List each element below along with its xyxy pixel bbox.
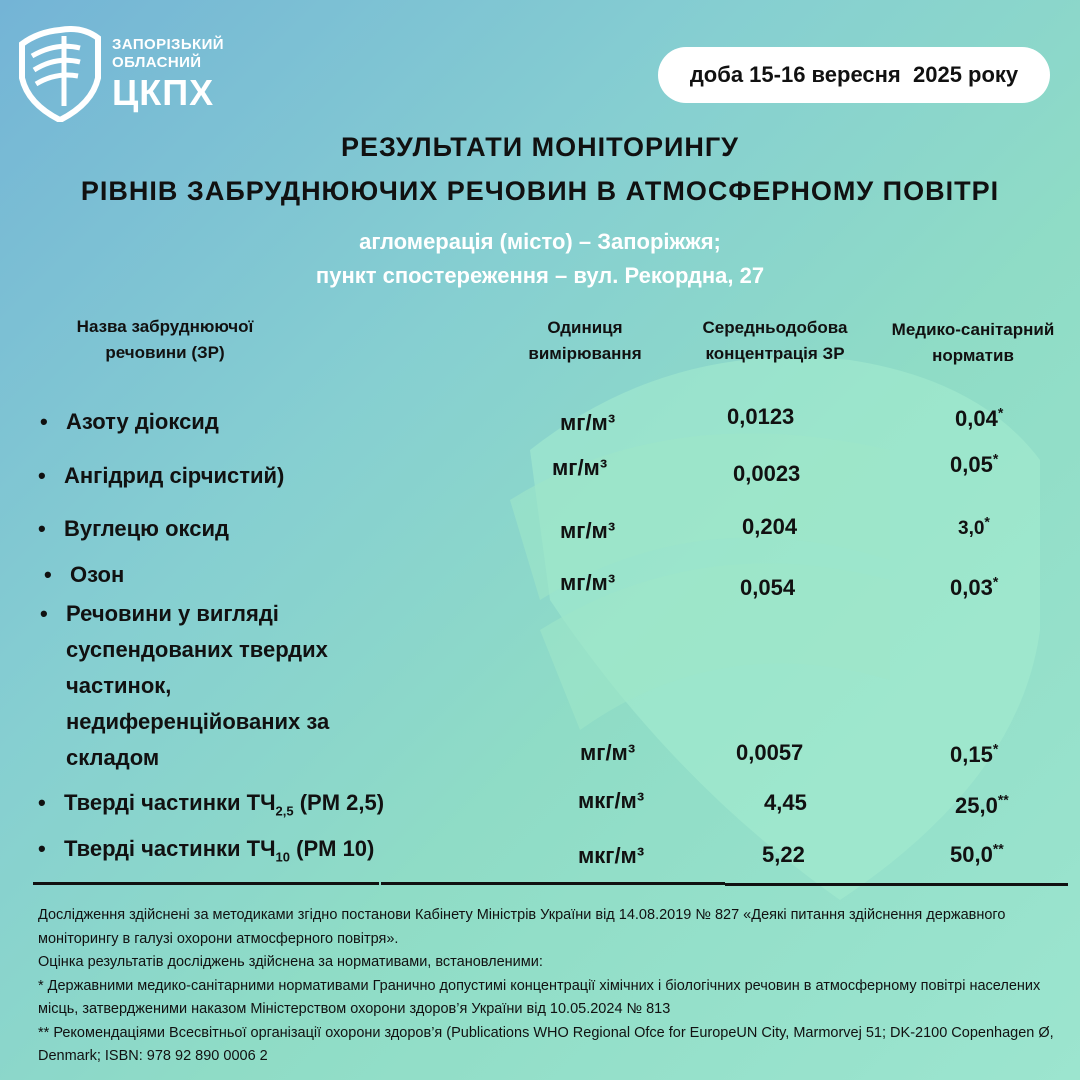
header-substance: Назва забруднюючої речовини (ЗР) (76, 317, 254, 362)
table-row-name: • Вуглецю оксид (38, 516, 229, 541)
organization-name (112, 36, 224, 114)
table-row-value: 4,45 (764, 790, 807, 815)
footnotes (38, 904, 1068, 1069)
table-row-norm: 0,15* (950, 740, 999, 767)
table-row-value: 0,0123 (727, 404, 795, 429)
table-row-name: • Озон (44, 562, 125, 587)
table-row-unit: мг/м³ (560, 570, 616, 595)
footnote-double-star: ** Рекомендаціями Всесвітньої організації охорони здоров’я (Publications WHO Regional Ofce for EuropeUN City, Marmorvej 51; DK-2100 Copenhagen Ø, Denmark; ISBN: 978 92 890 0006 2 (38, 1024, 1054, 1064)
shield-watermark-icon (420, 300, 1060, 920)
table-row-name: • Тверді частинки $ТЧ_{10}$ (PM 10) (38, 836, 375, 865)
footnote-evaluation: Оцінка результатів досліджень здійснена за нормативами, встановленими: (38, 954, 543, 970)
table-row-unit: мг/м³ (560, 518, 616, 543)
footnote-methods: Дослідження здійснені за методиками згідно постанови Кабінету Міністрів України від 14.08.2019 № 827 «Деякі питання здійснення державного моніторингу в галузі охорони атмосферного повітря». (38, 907, 1006, 947)
page-title-line-1: РЕЗУЛЬТАТИ МОНІТОРИНГУ (341, 132, 739, 162)
table-row-name: • Ангідрид сірчистий) (38, 463, 285, 488)
page-title-line-2: РІВНІВ ЗАБРУДНЮЮЧИХ РЕЧОВИН В АТМОСФЕРНОМУ ПОВІТРІ (80, 176, 1000, 206)
table-row-value: 0,0023 (733, 461, 801, 486)
table-row-name: • Речовини у вигляді суспендованих твердих частинок, недиференційованих за складом (40, 601, 330, 770)
shield-logo-icon (18, 26, 102, 122)
table-row-value: 5,22 (762, 842, 805, 867)
subtitle-city: агломерація (місто) – Запоріжжя; (359, 229, 721, 254)
table-row-value: 0,054 (740, 575, 796, 600)
table-row-value: 0,204 (742, 514, 798, 539)
header-concentration: Середньодобова концентрація ЗР (702, 318, 848, 363)
org-abbreviation: ЦКПХ (112, 72, 215, 113)
table-row-norm: 0,03* (950, 573, 999, 600)
header-unit: Одиниця вимірювання (528, 318, 642, 363)
divider (33, 882, 379, 885)
table-row-norm: 0,05* (950, 450, 999, 477)
table-row-unit: мкг/м³ (578, 788, 645, 813)
divider (381, 882, 725, 885)
org-line-2: ОБЛАСНИЙ (112, 54, 202, 71)
table-row-unit: мг/м³ (560, 410, 616, 435)
table-row-norm: 3,0* (958, 513, 990, 539)
footnote-single-star: * Державними медико-санітарними нормативами Гранично допустимі концентрації хімічних і біологічних речовин в атмосферному повітрі населених місць, затвердженими наказом Міністерством охорони здоров’я України від 10.05.2024 № 813 (38, 977, 1041, 1017)
divider (725, 883, 1068, 886)
table-row-norm: 25,0** (955, 791, 1009, 818)
table-row-name: • Азоту діоксид (40, 409, 219, 434)
table-row-unit: мг/м³ (580, 740, 636, 765)
table-row-name: • Тверді частинки $ТЧ_{2,5}$ (PM 2,5) (38, 790, 385, 819)
subtitle-station: пункт спостереження – вул. Рекордна, 27 (315, 263, 765, 288)
org-line-1: ЗАПОРІЗЬКИЙ (112, 36, 224, 53)
table-row-value: 0,0057 (736, 740, 804, 765)
date-badge: доба 15-16 вересня 2025 року (658, 47, 1050, 103)
table-row-unit: мкг/м³ (578, 843, 645, 868)
table-row-norm: 0,04* (955, 404, 1004, 431)
table-row-unit: мг/м³ (552, 455, 608, 480)
table-row-norm: 50,0** (950, 840, 1004, 867)
header-norm: Медико-санітарний норматив (891, 320, 1055, 365)
